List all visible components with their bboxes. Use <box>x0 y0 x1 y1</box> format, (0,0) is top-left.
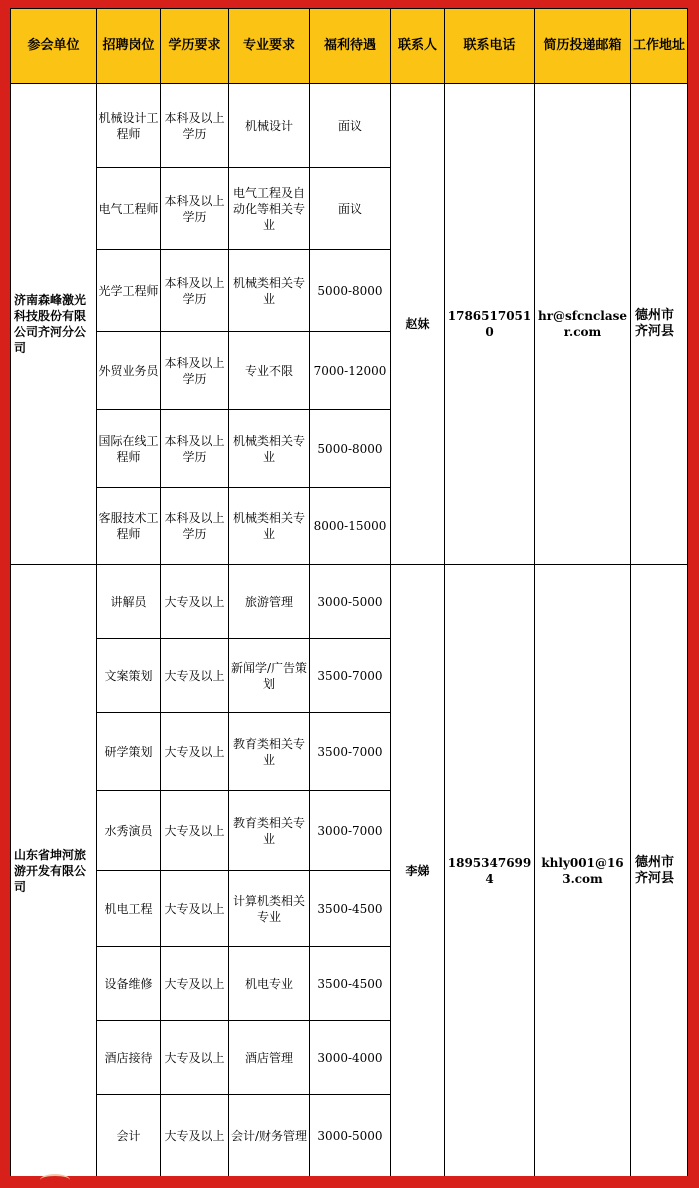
contact-phone: 18953476994 <box>445 565 535 1177</box>
education-req: 大专及以上 <box>161 871 229 947</box>
contact-phone: 17865170510 <box>445 84 535 565</box>
header-contact: 联系人 <box>391 9 445 84</box>
table-row <box>11 565 688 639</box>
major-req: 计算机类相关专业 <box>229 871 310 947</box>
major-req: 酒店管理 <box>229 1021 310 1095</box>
company-name: 济南森峰激光科技股份有限公司齐河分公司 <box>11 84 97 565</box>
position-title: 机电工程 <box>97 871 161 947</box>
major-req: 专业不限 <box>229 332 310 410</box>
position-title: 光学工程师 <box>97 250 161 332</box>
header-company: 参会单位 <box>11 9 97 84</box>
salary: 3500-7000 <box>310 713 391 791</box>
header-address: 工作地址 <box>631 9 688 84</box>
contact-person: 李娣 <box>391 565 445 1177</box>
company-name: 山东省坤河旅游开发有限公司 <box>11 565 97 1177</box>
position-title: 机械设计工程师 <box>97 84 161 168</box>
education-req: 大专及以上 <box>161 565 229 639</box>
major-req: 机械类相关专业 <box>229 410 310 488</box>
education-req: 本科及以上学历 <box>161 168 229 250</box>
salary: 8000-15000 <box>310 488 391 565</box>
header-education: 学历要求 <box>161 9 229 84</box>
recruitment-table-frame <box>10 8 687 1176</box>
salary: 3500-7000 <box>310 639 391 713</box>
major-req: 机电专业 <box>229 947 310 1021</box>
salary: 3500-4500 <box>310 871 391 947</box>
header-row <box>11 9 688 84</box>
header-salary: 福利待遇 <box>310 9 391 84</box>
salary: 面议 <box>310 84 391 168</box>
major-req: 机械设计 <box>229 84 310 168</box>
major-req: 教育类相关专业 <box>229 713 310 791</box>
table-row <box>11 84 688 168</box>
education-req: 大专及以上 <box>161 713 229 791</box>
major-req: 电气工程及自动化等相关专业 <box>229 168 310 250</box>
major-req: 新闻学/广告策划 <box>229 639 310 713</box>
education-req: 大专及以上 <box>161 1021 229 1095</box>
recruitment-table <box>10 8 688 1177</box>
position-title: 国际在线工程师 <box>97 410 161 488</box>
education-req: 本科及以上学历 <box>161 410 229 488</box>
resume-email: khly001@163.com <box>535 565 631 1177</box>
position-title: 酒店接待 <box>97 1021 161 1095</box>
position-title: 会计 <box>97 1095 161 1177</box>
salary: 7000-12000 <box>310 332 391 410</box>
education-req: 本科及以上学历 <box>161 332 229 410</box>
position-title: 讲解员 <box>97 565 161 639</box>
position-title: 设备维修 <box>97 947 161 1021</box>
education-req: 大专及以上 <box>161 1095 229 1177</box>
major-req: 旅游管理 <box>229 565 310 639</box>
salary: 3000-4000 <box>310 1021 391 1095</box>
work-address: 德州市齐河县 <box>631 84 688 565</box>
education-req: 本科及以上学历 <box>161 84 229 168</box>
salary: 5000-8000 <box>310 250 391 332</box>
major-req: 机械类相关专业 <box>229 250 310 332</box>
major-req: 机械类相关专业 <box>229 488 310 565</box>
position-title: 外贸业务员 <box>97 332 161 410</box>
education-req: 本科及以上学历 <box>161 250 229 332</box>
bottom-decoration <box>0 1176 699 1188</box>
work-address: 德州市齐河县 <box>631 565 688 1177</box>
header-major: 专业要求 <box>229 9 310 84</box>
contact-person: 赵妹 <box>391 84 445 565</box>
header-phone: 联系电话 <box>445 9 535 84</box>
major-req: 会计/财务管理 <box>229 1095 310 1177</box>
resume-email: hr@sfcnclaser.com <box>535 84 631 565</box>
major-req: 教育类相关专业 <box>229 791 310 871</box>
position-title: 文案策划 <box>97 639 161 713</box>
education-req: 大专及以上 <box>161 791 229 871</box>
position-title: 客服技术工程师 <box>97 488 161 565</box>
salary: 5000-8000 <box>310 410 391 488</box>
header-position: 招聘岗位 <box>97 9 161 84</box>
position-title: 电气工程师 <box>97 168 161 250</box>
education-req: 本科及以上学历 <box>161 488 229 565</box>
salary: 3000-5000 <box>310 565 391 639</box>
salary: 面议 <box>310 168 391 250</box>
salary: 3000-7000 <box>310 791 391 871</box>
header-email: 简历投递邮箱 <box>535 9 631 84</box>
education-req: 大专及以上 <box>161 947 229 1021</box>
education-req: 大专及以上 <box>161 639 229 713</box>
position-title: 研学策划 <box>97 713 161 791</box>
decorative-mark <box>40 1174 70 1186</box>
salary: 3000-5000 <box>310 1095 391 1177</box>
position-title: 水秀演员 <box>97 791 161 871</box>
salary: 3500-4500 <box>310 947 391 1021</box>
